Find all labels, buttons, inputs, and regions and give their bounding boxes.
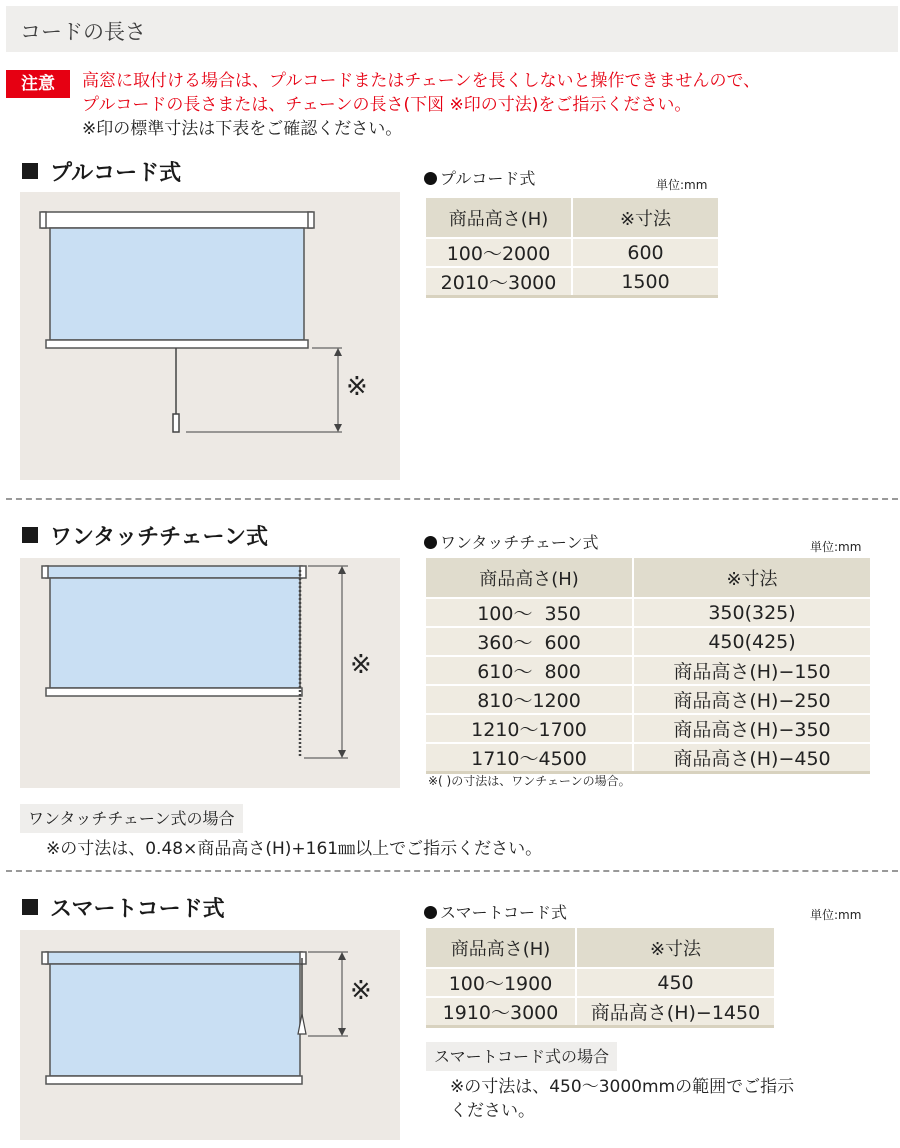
table-cell: 1710〜4500: [426, 743, 633, 773]
table-cell: 商品高さ(H)−350: [633, 714, 870, 743]
pull-cord-section-title: [22, 156, 181, 187]
smart-cord-note-label: スマートコード式の場合: [426, 1042, 617, 1071]
pull-cord-table-title: [424, 166, 535, 189]
table-cell: 商品高さ(H)−1450: [576, 997, 774, 1027]
pull-cord-unit: 単位:mm: [656, 178, 708, 192]
pull-cord-blind-illustration: [20, 192, 400, 480]
chain-table: [426, 558, 870, 774]
table-row: [426, 743, 870, 773]
section-header: [6, 6, 898, 52]
table-cell: 2010〜3000: [426, 267, 572, 297]
smart-cord-table-title-text: スマートコード式: [440, 903, 568, 922]
column-header-height: 商品高さ(H): [426, 198, 572, 238]
dimension-mark: ※: [350, 650, 372, 680]
notice-line-1: 高窓に取付ける場合は、プルコードまたはチェーンを長くしないと操作できませんので、: [82, 71, 761, 91]
smart-cord-table: [426, 928, 774, 1028]
chain-table-title: [424, 530, 599, 553]
table-cell: 350(325): [633, 598, 870, 627]
table-cell: 1210〜1700: [426, 714, 633, 743]
table-cell: 810〜1200: [426, 685, 633, 714]
table-cell: 100〜1900: [426, 968, 576, 997]
square-bullet-icon: [22, 527, 38, 543]
section-divider: [6, 870, 898, 872]
pull-cord-title-text: プルコード式: [50, 161, 182, 186]
table-row: [426, 685, 870, 714]
pull-cord-table: [426, 198, 718, 298]
table-row: [426, 714, 870, 743]
section-divider: [6, 498, 898, 500]
table-row: [426, 968, 774, 997]
bullet-icon: [424, 172, 437, 185]
table-row: [426, 598, 870, 627]
chain-diagram: [20, 558, 400, 788]
smart-cord-unit: 単位:mm: [810, 908, 862, 922]
smart-cord-note-line-1: ※の寸法は、450〜3000mmの範囲でご指示: [450, 1077, 795, 1097]
chain-table-title-text: ワンタッチチェーン式: [440, 533, 599, 552]
column-header-dimension: ※寸法: [576, 928, 774, 968]
column-header-height: 商品高さ(H): [426, 928, 576, 968]
square-bullet-icon: [22, 163, 38, 179]
column-header-dimension: ※寸法: [572, 198, 718, 238]
table-cell: 100〜2000: [426, 238, 572, 267]
table-row: [426, 656, 870, 685]
table-cell: 610〜 800: [426, 656, 633, 685]
smart-cord-diagram: [20, 930, 400, 1140]
table-cell: 商品高さ(H)−150: [633, 656, 870, 685]
dimension-mark: ※: [350, 976, 372, 1006]
column-header-height: 商品高さ(H): [426, 558, 633, 598]
table-row: [426, 627, 870, 656]
table-cell: 450: [576, 968, 774, 997]
page-title: コードの長さ: [20, 20, 146, 44]
table-cell: 100〜 350: [426, 598, 633, 627]
bullet-icon: [424, 906, 437, 919]
notice-line-2: プルコードの長さまたは、チェーンの長さ(下図 ※印の寸法)をご指示ください。: [82, 95, 692, 115]
table-cell: 1910〜3000: [426, 997, 576, 1027]
table-cell: 商品高さ(H)−250: [633, 685, 870, 714]
table-cell: 商品高さ(H)−450: [633, 743, 870, 773]
table-cell: 1500: [572, 267, 718, 297]
chain-section-title: [22, 520, 268, 551]
notice-line-3: ※印の標準寸法は下表をご確認ください。: [82, 119, 403, 139]
table-row: [426, 267, 718, 297]
table-cell: 360〜 600: [426, 627, 633, 656]
smart-cord-title-text: スマートコード式: [50, 897, 225, 922]
smart-cord-table-title: [424, 900, 567, 923]
chain-note-text: ※の寸法は、0.48×商品高さ(H)+161㎜以上でご指示ください。: [46, 839, 543, 859]
notice-badge: 注意: [6, 70, 70, 98]
chain-unit: 単位:mm: [810, 540, 862, 554]
table-cell: 450(425): [633, 627, 870, 656]
chain-title-text: ワンタッチチェーン式: [50, 525, 269, 550]
chain-footnote: ※( )の寸法は、ワンチェーンの場合。: [428, 774, 631, 788]
column-header-dimension: ※寸法: [633, 558, 870, 598]
smart-cord-blind-illustration: [20, 930, 400, 1140]
table-row: [426, 997, 774, 1027]
square-bullet-icon: [22, 899, 38, 915]
chain-blind-illustration: [20, 558, 400, 788]
smart-cord-note-line-2: ください。: [450, 1101, 535, 1121]
pull-cord-table-title-text: プルコード式: [440, 169, 536, 188]
smart-cord-section-title: [22, 892, 225, 923]
chain-note-label: ワンタッチチェーン式の場合: [20, 804, 243, 833]
table-cell: 600: [572, 238, 718, 267]
dimension-mark: ※: [346, 372, 368, 402]
pull-cord-diagram: [20, 192, 400, 480]
bullet-icon: [424, 536, 437, 549]
table-row: [426, 238, 718, 267]
